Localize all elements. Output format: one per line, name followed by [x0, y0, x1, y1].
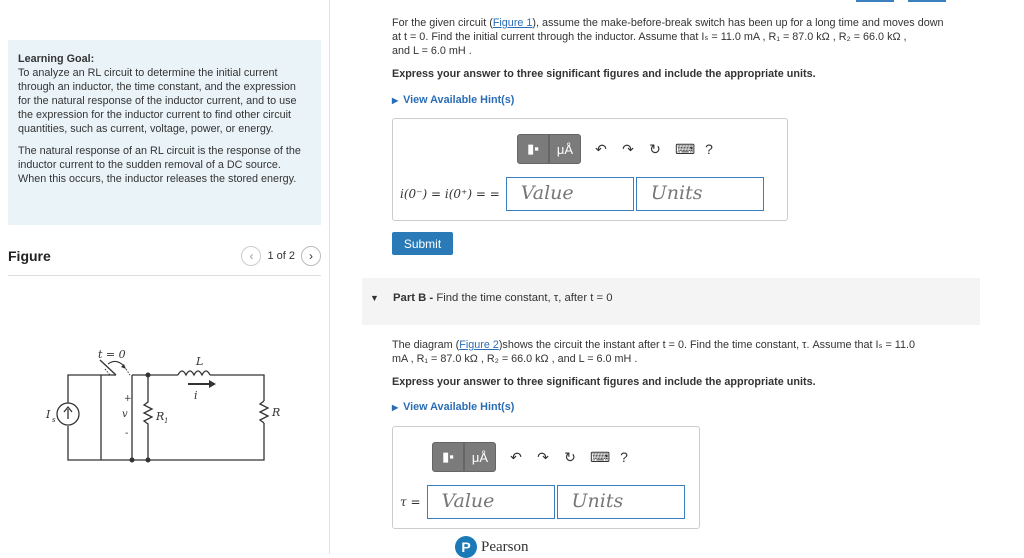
- templates-icon: ▮▪: [527, 141, 539, 156]
- part-a-text-4: and L = 6.0 mH .: [392, 45, 472, 57]
- redo-icon[interactable]: ↷: [537, 448, 549, 465]
- part-a-text-3: at t = 0. Find the initial current through the inductor. Assume that Iₛ = 11.0 mA , R₁ = 87.0 kΩ , R₂ = 66.0 kΩ ,: [392, 31, 907, 43]
- part-b-text-2: )shows the circuit the instant after t = 0. Find the time constant, τ. Assume that Iₛ = 11.0: [498, 339, 916, 351]
- caret-right-icon: ▶: [392, 96, 399, 105]
- part-b-equation-label: τ =: [400, 495, 421, 509]
- pearson-footer: [455, 536, 529, 558]
- part-b-title: Find the time constant, τ, after t = 0: [436, 292, 613, 304]
- label-source-sub: s: [52, 416, 56, 424]
- part-b-hint-label: View Available Hint(s): [403, 401, 515, 413]
- figure-header: [8, 246, 321, 276]
- part-a-units-input[interactable]: Units: [636, 177, 764, 211]
- part-b-label: Part B -: [393, 292, 434, 304]
- label-inductor: L: [196, 355, 204, 368]
- right-panel: [330, 0, 1024, 554]
- part-b-text-3: mA , R₁ = 87.0 kΩ , R₂ = 66.0 kΩ , and L = 6.0 mH .: [392, 353, 638, 365]
- label-voltage: v: [122, 409, 128, 420]
- help-button[interactable]: ?: [705, 141, 713, 157]
- undo-icon[interactable]: ↶: [510, 448, 522, 465]
- part-b-header[interactable]: [362, 278, 980, 325]
- label-r1: R: [156, 410, 165, 423]
- templates-button[interactable]: [517, 134, 549, 164]
- keyboard-icon[interactable]: ⌨: [675, 140, 696, 157]
- part-a-value-input[interactable]: Value: [506, 177, 634, 211]
- label-current: i: [194, 389, 198, 402]
- help-button[interactable]: ?: [620, 449, 628, 465]
- learning-goal-text-2: The natural response of an RL circuit is the response of the inductor current to the sudden removal of a DC source. When this occurs, the inductor releases the stored energy.: [18, 145, 301, 185]
- figure-pager: [241, 246, 321, 266]
- part-b-text-1: The diagram (: [392, 339, 460, 351]
- part-b-units-input[interactable]: Units: [557, 485, 685, 519]
- part-a-toolbar: [517, 134, 716, 164]
- part-b-value-input[interactable]: Value: [427, 485, 555, 519]
- part-a-instruction: Express your answer to three significant figures and include the appropriate units.: [392, 68, 816, 80]
- learning-goal-box: [8, 40, 321, 225]
- part-a-equation-row: [400, 177, 764, 211]
- reset-icon[interactable]: ↻: [564, 448, 576, 465]
- learning-goal-text: To analyze an RL circuit to determine the initial current through an inductor, the time constant, and the expression for the natural response of the inductor current, and to use the expression for the inductor current to find other circuit quantities, such as current, voltage, power, or energy.: [18, 67, 297, 135]
- pearson-brand: Pearson: [481, 538, 529, 555]
- part-a-equation-label: i(0⁻) = i(0⁺) = =: [400, 187, 500, 201]
- part-b-toolbar: [432, 442, 631, 472]
- part-a-prompt: [392, 16, 982, 58]
- label-r1-sub: 1: [164, 417, 169, 425]
- reset-icon[interactable]: ↻: [649, 140, 661, 157]
- keyboard-icon[interactable]: ⌨: [590, 448, 611, 465]
- label-plus: +: [124, 394, 132, 404]
- units-label: μÅ: [556, 141, 574, 157]
- top-button-edges: [856, 0, 946, 2]
- learning-goal-heading: Learning Goal:: [18, 53, 95, 65]
- next-figure-button[interactable]: [301, 246, 321, 266]
- part-b-prompt: [392, 338, 982, 366]
- label-minus: -: [125, 428, 129, 439]
- collapse-caret-icon: ▼: [370, 293, 379, 303]
- units-button[interactable]: [464, 442, 496, 472]
- redo-icon[interactable]: ↷: [622, 140, 634, 157]
- figure-1-link[interactable]: Figure 1: [492, 17, 533, 29]
- figure-title: Figure: [8, 248, 51, 264]
- units-button[interactable]: [549, 134, 581, 164]
- part-b-equation-row: [400, 485, 685, 519]
- prev-figure-button[interactable]: [241, 246, 261, 266]
- label-switch-time: t = 0: [98, 348, 126, 361]
- undo-icon[interactable]: ↶: [595, 140, 607, 157]
- label-r2: R: [272, 406, 281, 419]
- part-b-hint-link[interactable]: [392, 400, 982, 415]
- circuit-diagram: [38, 340, 281, 470]
- chevron-left-icon: ‹: [249, 249, 254, 263]
- figure-2-link[interactable]: Figure 2: [459, 339, 499, 351]
- caret-right-icon: ▶: [392, 403, 399, 412]
- submit-button[interactable]: Submit: [392, 232, 453, 255]
- units-label: μÅ: [471, 449, 489, 465]
- part-a-answer-box: [392, 118, 788, 221]
- templates-button[interactable]: [432, 442, 464, 472]
- pearson-logo-icon: P: [455, 536, 477, 558]
- part-b-answer-box: [392, 426, 700, 529]
- templates-icon: ▮▪: [442, 449, 454, 464]
- chevron-right-icon: ›: [309, 249, 313, 263]
- part-b-instruction: Express your answer to three significant figures and include the appropriate units.: [392, 376, 816, 388]
- label-source: I: [46, 408, 51, 421]
- part-a-hint-label: View Available Hint(s): [403, 94, 515, 106]
- part-a-text-1: For the given circuit (: [392, 17, 493, 29]
- part-a-hint-link[interactable]: [392, 93, 982, 108]
- left-panel: [0, 0, 330, 554]
- part-a-text-2: ), assume the make-before-break switch has been up for a long time and moves down: [532, 17, 944, 29]
- figure-page-indicator: 1 of 2: [267, 250, 295, 262]
